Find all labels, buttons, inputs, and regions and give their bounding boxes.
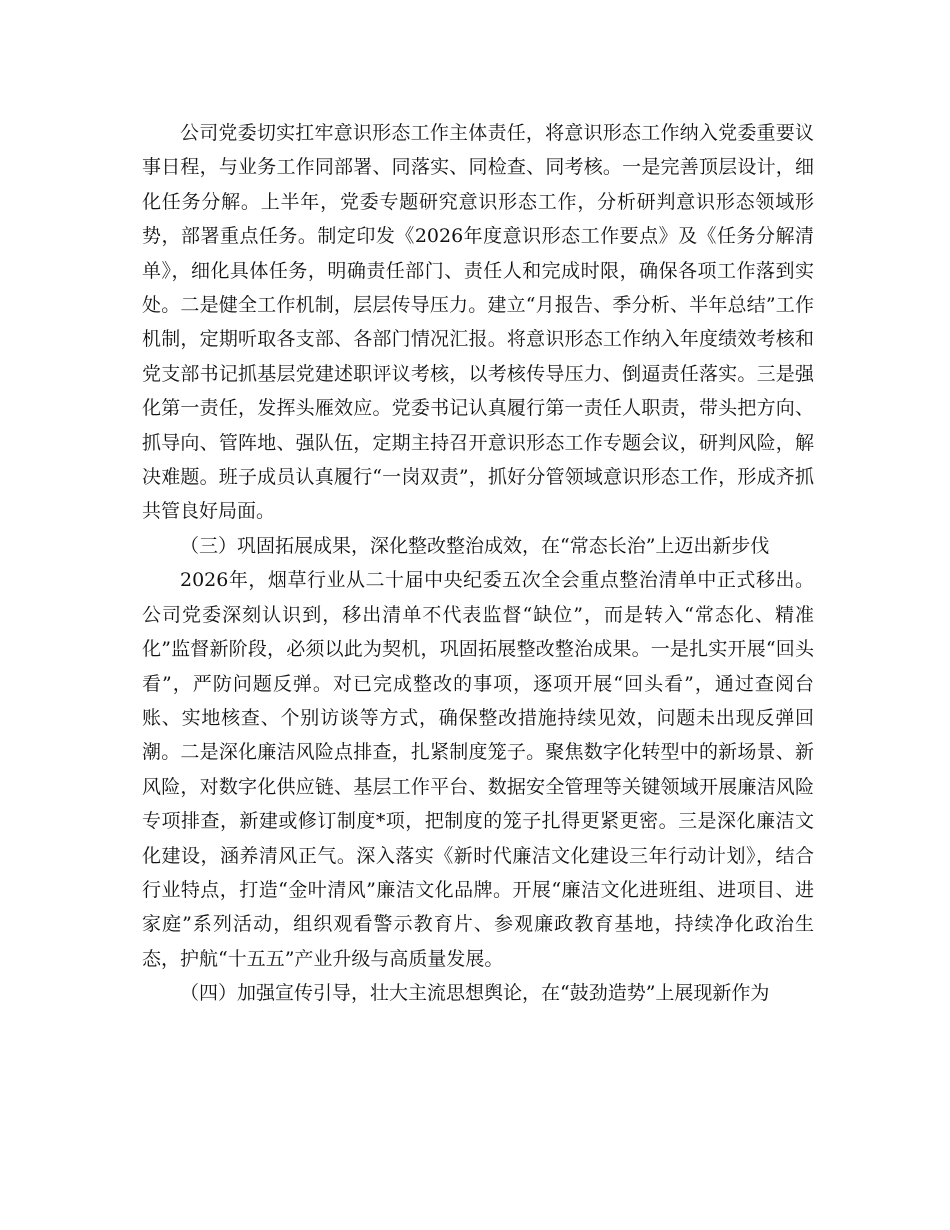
section-heading-4: （四）加强宣传引导，壮大主流思想舆论，在“鼓劲造势”上展现新作为 <box>180 982 770 1005</box>
paragraph-rectification: 2026年，烟草行业从二十届中央纪委五次全会重点整治清单中正式移出。公司党委深刻认识到，移出清单不代表监督“缺位”，而是转入“常态化、精准化”监督新阶段，必须以此为契机，巩固拓展整改整治成果。一是扎实开展“回头看”，严防问题反弹。对已完成整改的事项，逐项开展“回头看”，通过查阅台账、实地核查、个别访谈等方式，确保整改措施持续见效，问题未出现反弹回潮。二是深化廉洁风险点排查，扎紧制度笼子。聚焦数字化转型中的新场景、新风险，对数字化供应链、基层工作平台、数据安全管理等关键领域开展廉洁风险专项排查，新建或修订制度*项，把制度的笼子扎得更紧更密。三是深化廉洁文化建设，涵养清风正气。深入落实《新时代廉洁文化建设三年行动计划》，结合行业特点，打造“金叶清风”廉洁文化品牌。开展“廉洁文化进班组、进项目、进家庭”系列活动，组织观看警示教育片、参观廉政教育基地，持续净化政治生态，护航“十五五”产业升级与高质量发展。 <box>142 569 814 970</box>
paragraph-responsibility: 公司党委切实扛牢意识形态工作主体责任，将意识形态工作纳入党委重要议事日程，与业务工作同部署、同落实、同检查、同考核。一是完善顶层设计，细化任务分解。上半年，党委专题研究意识形态工作，分析研判意识形态领域形势，部署重点任务。制定印发《2026年度意识形态工作要点》及《任务分解清单》，细化具体任务，明确责任部门、责任人和完成时限，确保各项工作落到实处。二是健全工作机制，层层传导压力。建立“月报告、季分析、半年总结”工作机制，定期听取各支部、各部门情况汇报。将意识形态工作纳入年度绩效考核和党支部书记抓基层党建述职评议考核，以考核传导压力、倒逼责任落实。三是强化第一责任，发挥头雁效应。党委书记认真履行第一责任人职责，带头把方向、抓导向、管阵地、强队伍，定期主持召开意识形态工作专题会议，研判风险，解决难题。班子成员认真履行“一岗双责”，抓好分管领域意识形态工作，形成齐抓共管良好局面。 <box>142 122 814 523</box>
section-heading-3: （三）巩固拓展成果，深化整改整治成效，在“常态长治”上迈出新步伐 <box>180 534 770 557</box>
document-body <box>142 116 814 1011</box>
